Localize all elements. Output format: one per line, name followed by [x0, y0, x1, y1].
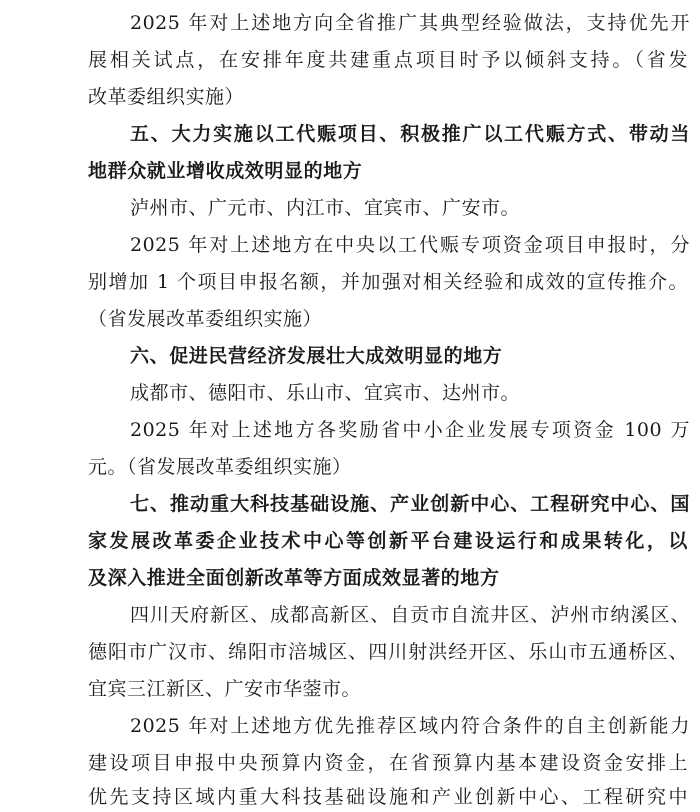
section-heading-5-continued: 地群众就业增收成效明显的地方 [88, 160, 363, 182]
paragraph-line: 德阳市广汉市、绵阳市涪城区、四川射洪经开区、乐山市五通桥区、 [88, 641, 688, 663]
paragraph-line: 2025 年对上述地方向全省推广其典型经验做法，支持优先开 [130, 12, 690, 34]
paragraph-line: 别增加 1 个项目申报名额，并加强对相关经验和成效的宣传推介。 [88, 271, 688, 293]
paragraph-line: 2025 年对上述地方在中央以工代赈专项资金项目申报时，分 [130, 234, 690, 256]
paragraph-line: 2025 年对上述地方优先推荐区域内符合条件的自主创新能力 [130, 715, 690, 737]
section-heading-7-continued: 及深入推进全面创新改革等方面成效显著的地方 [88, 567, 500, 589]
paragraph-line: 优先支持区域内重大科技基础设施和产业创新中心、工程研究中 [88, 786, 688, 808]
paragraph-line: 展相关试点，在安排年度共建重点项目时予以倾斜支持。（省发 [88, 49, 688, 71]
section-heading-5: 五、大力实施以工代赈项目、积极推广以工代赈方式、带动当 [130, 123, 690, 145]
paragraph-line: 四川天府新区、成都高新区、自贡市自流井区、泸州市纳溪区、 [130, 604, 690, 626]
paragraph-line: 宜宾三江新区、广安市华蓥市。 [88, 678, 362, 700]
paragraph-line: 建设项目申报中央预算内资金，在省预算内基本建设资金安排上 [88, 752, 688, 774]
section-heading-7-continued: 家发展改革委企业技术中心等创新平台建设运行和成果转化，以 [88, 530, 688, 552]
paragraph-line: 2025 年对上述地方各奖励省中小企业发展专项资金 100 万 [130, 419, 690, 441]
section-heading-7: 七、推动重大科技基础设施、产业创新中心、工程研究中心、国 [130, 493, 690, 515]
paragraph-line: 泸州市、广元市、内江市、宜宾市、广安市。 [130, 197, 521, 219]
paragraph-line: 成都市、德阳市、乐山市、宜宾市、达州市。 [130, 382, 521, 404]
paragraph-line: 改革委组织实施） [88, 86, 245, 108]
paragraph-line: （省发展改革委组织实施） [88, 308, 323, 330]
section-heading-6: 六、促进民营经济发展壮大成效明显的地方 [130, 345, 503, 367]
paragraph-line: 元。（省发展改革委组织实施） [88, 456, 352, 478]
